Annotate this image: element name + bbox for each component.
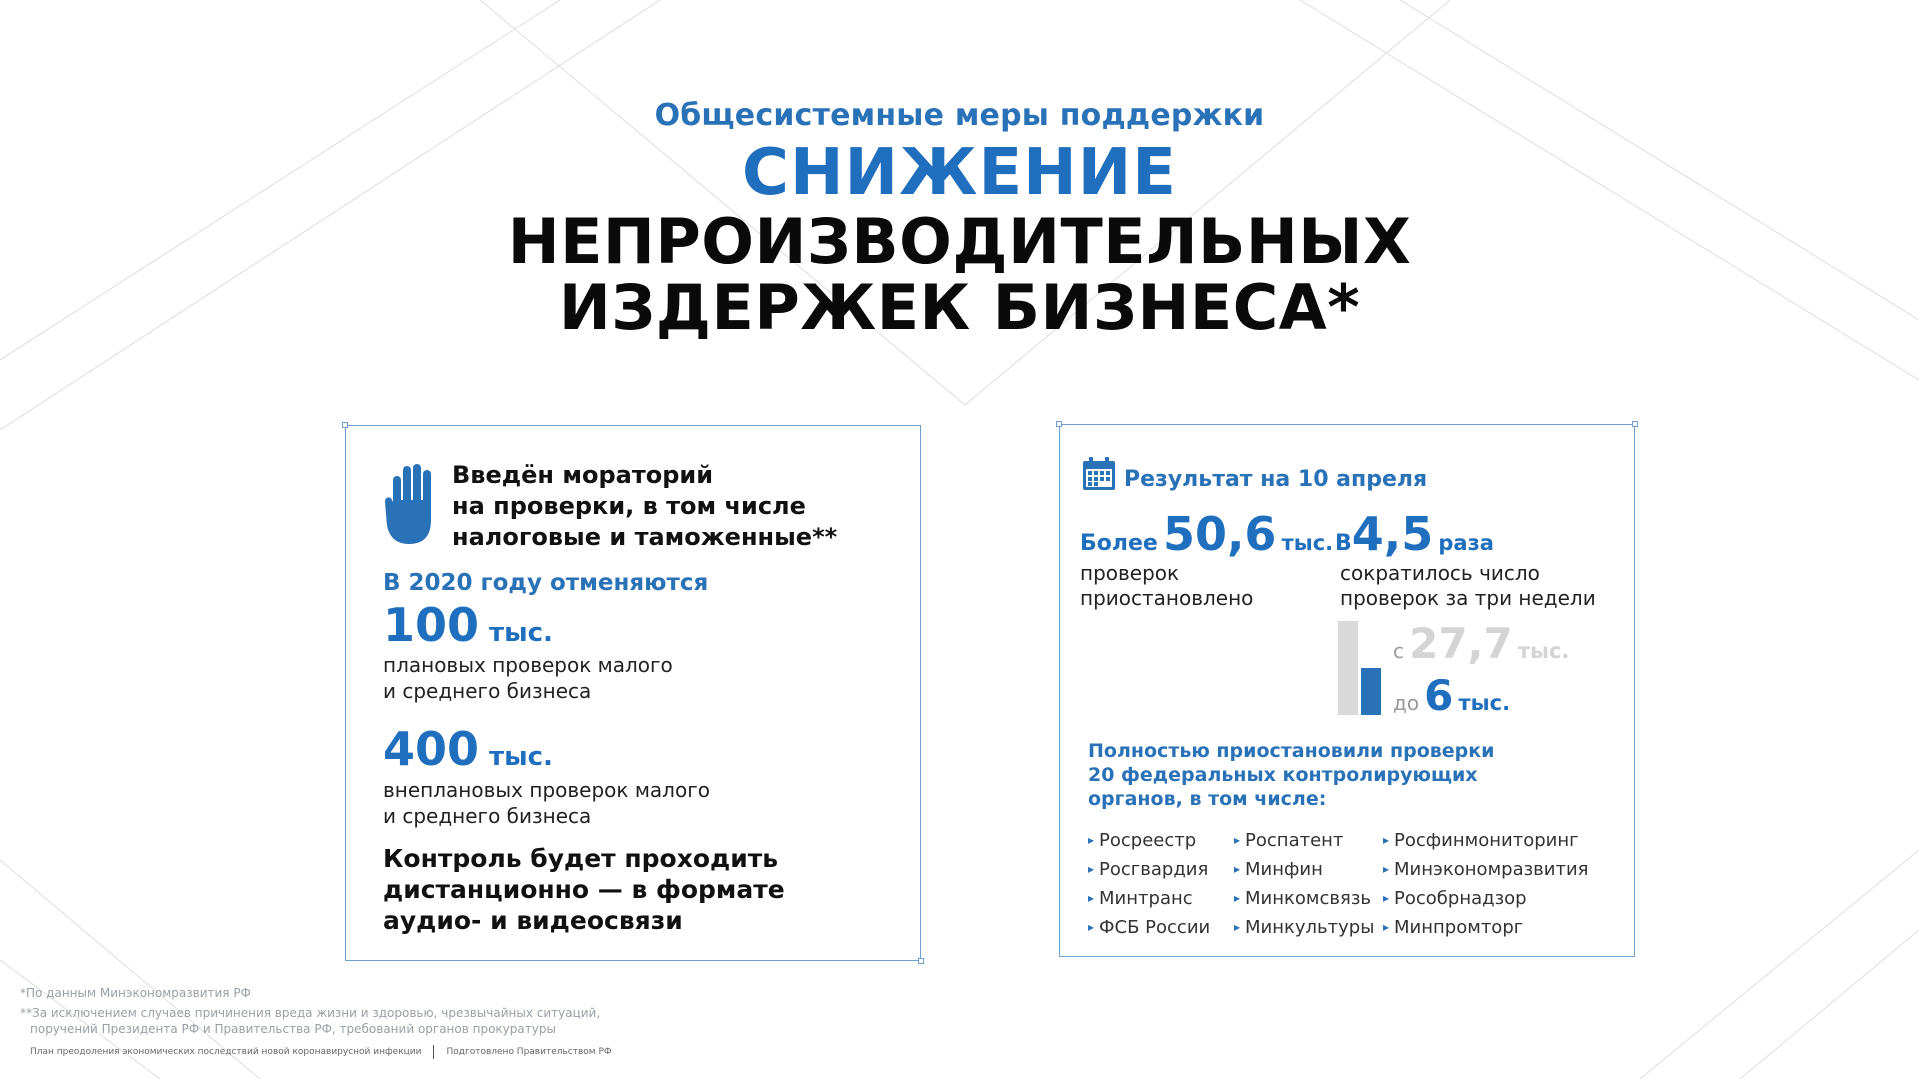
page-title-line2: НЕПРОИЗВОДИТЕЛЬНЫХ <box>507 205 1412 278</box>
card-corner-handle <box>918 958 924 964</box>
unplanned-unit: тыс. <box>489 742 553 772</box>
header <box>0 98 1919 344</box>
suspended-checks-desc <box>1080 561 1253 611</box>
desc-line: внеплановых проверок малого <box>383 778 710 802</box>
reduction-desc <box>1340 561 1630 611</box>
moratorium-line: Введён мораторий <box>452 461 714 489</box>
from-prefix: с <box>1393 639 1404 663</box>
year-label: В 2020 году отменяются <box>383 570 709 596</box>
page-title-line3: ИЗДЕРЖЕК БИЗНЕСА* <box>558 271 1361 344</box>
desc-line: проверок за три недели <box>1340 586 1596 610</box>
to-unit: тыс. <box>1458 691 1511 715</box>
planned-checks-value <box>383 598 553 652</box>
moratorium-line: налоговые и таможенные** <box>452 523 838 551</box>
divider <box>433 1045 434 1059</box>
result-title: Результат на 10 апреля <box>1124 467 1428 492</box>
suspended-checks-stat <box>1080 507 1333 561</box>
to-prefix: до <box>1393 691 1420 715</box>
list-item: ▸ Минкультуры <box>1234 914 1374 943</box>
card-corner-handle <box>1056 421 1062 427</box>
footnote-2 <box>20 1005 612 1037</box>
desc-line: и среднего бизнеса <box>383 804 592 828</box>
list-item: ▸ Росгвардия <box>1088 856 1210 885</box>
stat-unit: раза <box>1438 531 1494 555</box>
to-number: 6 <box>1424 671 1454 720</box>
agency-list-col3 <box>1383 827 1589 943</box>
control-line: дистанционно — в формате <box>383 875 785 904</box>
desc-line: проверок <box>1080 561 1180 585</box>
stat-prefix: В <box>1335 531 1352 556</box>
source-row <box>20 1044 612 1060</box>
list-item: ▸ Росфинмониторинг <box>1383 827 1589 856</box>
desc-line: приостановлено <box>1080 586 1254 610</box>
control-line: аудио- и видеосвязи <box>383 906 683 935</box>
results-card <box>1059 424 1635 957</box>
stat-prefix: Более <box>1080 531 1158 556</box>
list-item: ▸ Минкомсвязь <box>1234 885 1374 914</box>
stat-value: 4,5 <box>1351 507 1434 561</box>
list-item: ▸ Роспатент <box>1234 827 1374 856</box>
list-item: ▸ Минпромторг <box>1383 914 1589 943</box>
agency-list-col2 <box>1234 827 1374 943</box>
footnote-1: *По данным Минэкономразвития РФ <box>20 986 251 1000</box>
stat-unit: тыс. <box>1281 531 1334 555</box>
agencies-title-line: 20 федеральных контролирующих <box>1088 764 1478 786</box>
plan-label: План преодоления экономических последствий новой коронавирусной инфекции <box>30 1047 422 1057</box>
to-value <box>1393 671 1510 720</box>
bar-from <box>1338 621 1358 715</box>
planned-number: 100 <box>383 598 480 652</box>
calendar-icon <box>1082 457 1116 491</box>
from-unit: тыс. <box>1517 639 1570 663</box>
footnote-line: **За исключением случаев причинения вреда жизни и здоровью, чрезвычайных ситуаций, <box>20 1006 601 1020</box>
list-item: ▸ ФСБ России <box>1088 914 1210 943</box>
moratorium-card <box>345 425 921 961</box>
desc-line: и среднего бизнеса <box>383 679 592 703</box>
agencies-title-line: Полностью приостановили проверки <box>1088 740 1495 762</box>
unplanned-number: 400 <box>383 722 480 776</box>
list-item: ▸ Минфин <box>1234 856 1374 885</box>
desc-line: плановых проверок малого <box>383 653 673 677</box>
list-item: ▸ Минэкономразвития <box>1383 856 1589 885</box>
page-subtitle: Общесистемные меры поддержки <box>654 98 1265 133</box>
desc-line: сократилось число <box>1340 561 1540 585</box>
bar-to <box>1361 668 1381 715</box>
reduction-stat <box>1335 507 1494 561</box>
from-value <box>1393 619 1569 668</box>
prepared-label: Подготовлено Правительством РФ <box>446 1047 612 1057</box>
unplanned-checks-value <box>383 722 553 776</box>
agencies-title-line: органов, в том числе: <box>1088 788 1327 810</box>
card-corner-handle <box>1632 421 1638 427</box>
planned-checks-desc <box>383 652 863 704</box>
planned-unit: тыс. <box>489 618 553 648</box>
moratorium-text <box>452 460 912 553</box>
hand-icon <box>383 462 439 546</box>
agency-list-col1 <box>1088 827 1210 943</box>
moratorium-line: на проверки, в том числе <box>452 492 806 520</box>
unplanned-checks-desc <box>383 777 863 829</box>
list-item: ▸ Минтранс <box>1088 885 1210 914</box>
footnote-line: поручений Президента РФ и Правительства РФ, требований органов прокуратуры <box>30 1022 556 1036</box>
agencies-title <box>1088 739 1608 811</box>
card-corner-handle <box>342 422 348 428</box>
control-line: Контроль будет проходить <box>383 844 779 873</box>
stat-value: 50,6 <box>1162 507 1277 561</box>
list-item: ▸ Росреестр <box>1088 827 1210 856</box>
remote-control-text <box>383 843 883 936</box>
list-item: ▸ Рособрнадзор <box>1383 885 1589 914</box>
page-title-line1: СНИЖЕНИЕ <box>742 136 1177 210</box>
footnotes <box>20 985 612 1060</box>
from-number: 27,7 <box>1409 619 1513 668</box>
